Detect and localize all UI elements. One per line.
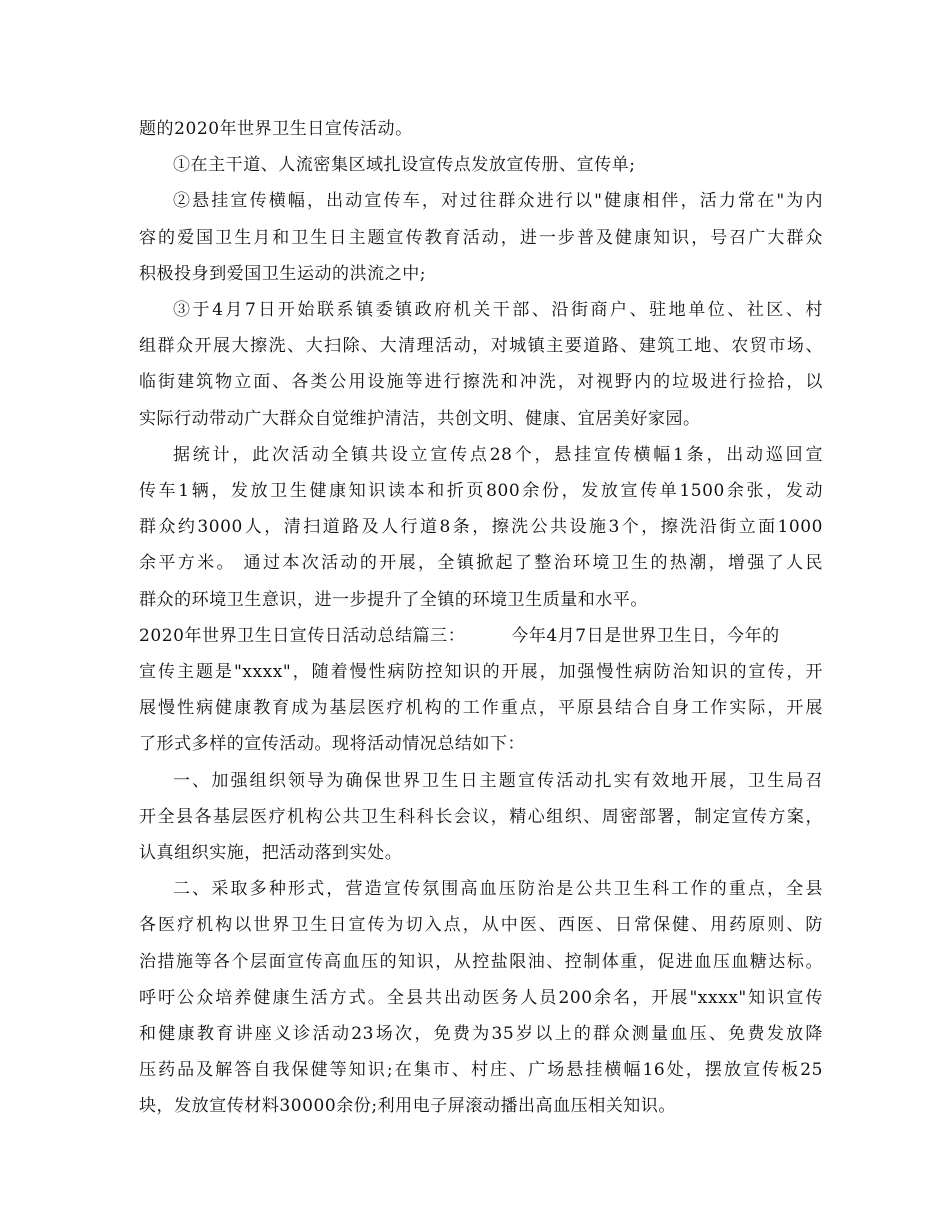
- text-line: ①在主干道、人流密集区域扎设宣传点发放宣传册、宣传单;: [173, 155, 636, 176]
- paragraph-statistics: [139, 437, 823, 618]
- text-line: 一、加强组织领导为确保世界卫生日主题宣传活动扎实有效地开展，卫生局召: [173, 770, 823, 791]
- text-line: 各医疗机构以世界卫生日宣传为切入点，从中医、西医、日常保健、用药原则、防: [139, 915, 823, 936]
- section-heading: 2020年世界卫生日宣传日活动总结篇三：: [139, 625, 466, 646]
- paragraph-section-one: [139, 763, 823, 872]
- text-line: 认真组织实施，把活动落到实处。: [139, 843, 403, 864]
- text-line: ②悬挂宣传横幅，出动宣传车，对过往群众进行以"健康相伴，活力常在"为内: [173, 191, 823, 212]
- text-line: [139, 618, 823, 654]
- text-line: 传车1辆，发放卫生健康知识读本和折页800余份，发放宣传单1500余张，发动: [139, 481, 823, 502]
- paragraph: [139, 111, 823, 147]
- text-line: 实际行动带动广大群众自觉维护清洁，共创文明、健康、宜居美好家园。: [139, 408, 701, 429]
- paragraph-list-item-2: [139, 183, 823, 292]
- text-line: 块，发放宣传材料30000余份;利用电子屏滚动播出高血压相关知识。: [139, 1096, 676, 1117]
- section-heading-paragraph: [139, 618, 823, 763]
- text-line: 余平方米。 通过本次活动的开展，全镇掀起了整治环境卫生的热潮，增强了人民: [139, 553, 823, 574]
- text-line: 群众的环境卫生意识，进一步提升了全镇的环境卫生质量和水平。: [139, 589, 648, 610]
- text-line: 容的爱国卫生月和卫生日主题宣传教育活动，进一步普及健康知识，号召广大群众: [139, 227, 823, 248]
- text-line: 二、采取多种形式，营造宣传氛围高血压防治是公共卫生科工作的重点，全县: [173, 879, 823, 900]
- paragraph-list-item-1: [139, 147, 823, 183]
- paragraph-section-two: [139, 871, 823, 1124]
- paragraph-list-item-3: [139, 292, 823, 437]
- text-line: ③于4月7日开始联系镇委镇政府机关干部、沿街商户、驻地单位、社区、村: [173, 300, 823, 321]
- text-line: 积极投身到爱国卫生运动的洪流之中;: [139, 263, 427, 284]
- text-line: 题的2020年世界卫生日宣传活动。: [139, 119, 413, 139]
- text-line: 展慢性病健康教育成为基层医疗机构的工作重点，平原县结合自身工作实际，开展: [139, 698, 823, 719]
- text-line: 呼吁公众培养健康生活方式。全县共出动医务人员200余名，开展"xxxx"知识宣传: [139, 987, 823, 1008]
- text-line: 压药品及解答自我保健等知识;在集市、村庄、广场悬挂横幅16处，摆放宣传板25: [139, 1060, 823, 1081]
- text-line: 治措施等各个层面宣传高血压的知识，从控盐限油、控制体重，促进血压血糖达标。: [139, 951, 823, 972]
- text-line: 了形式多样的宣传活动。现将活动情况总结如下：: [139, 734, 526, 755]
- text-line: 开全县各基层医疗机构公共卫生科科长会议，精心组织、周密部署，制定宣传方案，: [139, 806, 823, 827]
- text-line: 宣传主题是"xxxx"，随着慢性病防控知识的开展，加强慢性病防治知识的宣传，开: [139, 662, 823, 683]
- text-line: 组群众开展大擦洗、大扫除、大清理活动，对城镇主要道路、建筑工地、农贸市场、: [139, 336, 823, 357]
- text-line: 临街建筑物立面、各类公用设施等进行擦洗和冲洗，对视野内的垃圾进行捡拾，以: [139, 372, 823, 393]
- text-line: 据统计，此次活动全镇共设立宣传点28个，悬挂宣传横幅1条，出动巡回宣: [173, 444, 823, 465]
- heading-tail-text: 今年4月7日是世界卫生日，今年的: [511, 625, 780, 646]
- text-line: 和健康教育讲座义诊活动23场次，免费为35岁以上的群众测量血压、免费发放降: [139, 1024, 823, 1045]
- document-body: [139, 111, 823, 1125]
- text-line: 群众约3000人，清扫道路及人行道8条，擦洗公共设施3个，擦洗沿街立面1000: [139, 517, 823, 538]
